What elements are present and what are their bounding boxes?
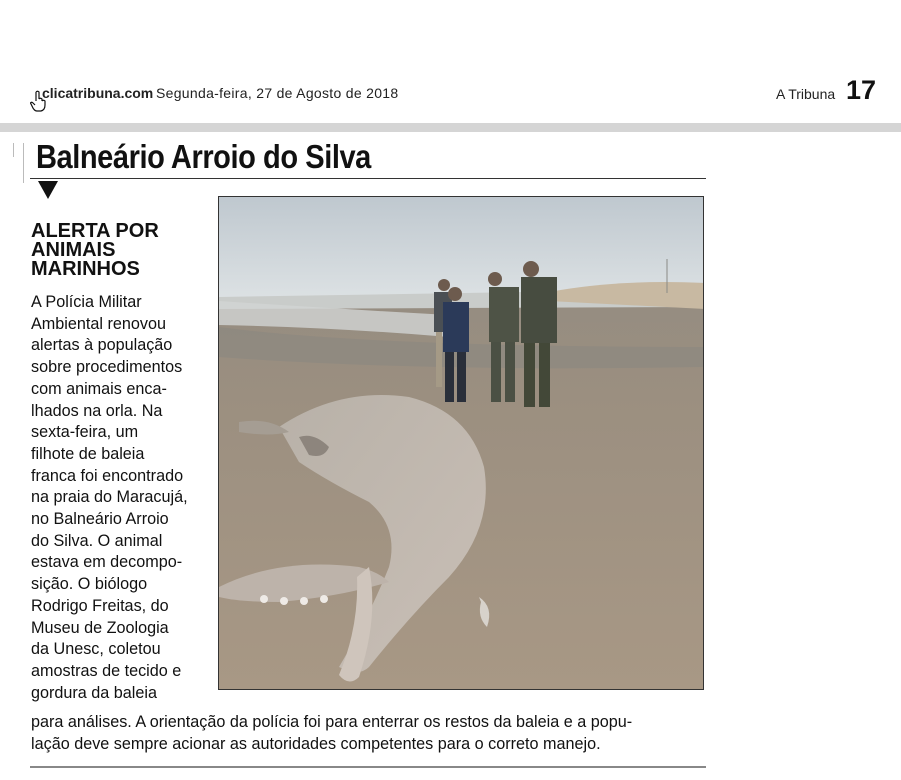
publication-name: A Tribuna (776, 86, 836, 102)
site-url: clicatribuna.com (42, 85, 154, 101)
section-title: Balneário Arroio do Silva (36, 138, 371, 175)
page-number: 17 (846, 75, 877, 105)
margin-rule (13, 143, 14, 157)
masthead (0, 0, 901, 124)
section-divider (30, 178, 706, 179)
margin-rule-2 (23, 143, 24, 183)
section-brand-box (424, 6, 769, 102)
headline-line: ANIMAIS (31, 239, 116, 261)
article-photo (218, 196, 704, 690)
header-divider (0, 123, 901, 132)
article-body-column: A Polícia Militar Ambiental renovou alertas à população sobre procedimentos com animais enca- lhados na orla. Na sexta-feira, um filhote de baleia franca foi encontrado na praia do Maracujá, no Balneário Arroio do Silva. O animal estava em decompo- sição. O biólogo Rodrigo Freitas, do Museu de Zoologia da Unesc, coletou amostras de tecido e gordura da baleia (31, 293, 188, 702)
beach-whale-photo (219, 197, 704, 690)
headline-line: ALERTA POR (31, 220, 159, 242)
publication-date: Segunda-feira, 27 de Agosto de 2018 (156, 85, 399, 101)
headline-line: MARINHOS (31, 258, 140, 280)
footer-divider (30, 766, 706, 768)
article-headline (31, 222, 211, 279)
article-body-full-width: para análises. A orientação da polícia foi para enterrar os restos da baleia e a popu- lação deve sempre acionar as autoridades competentes para o correto manejo. (31, 713, 633, 753)
triangle-down-icon (38, 181, 58, 199)
